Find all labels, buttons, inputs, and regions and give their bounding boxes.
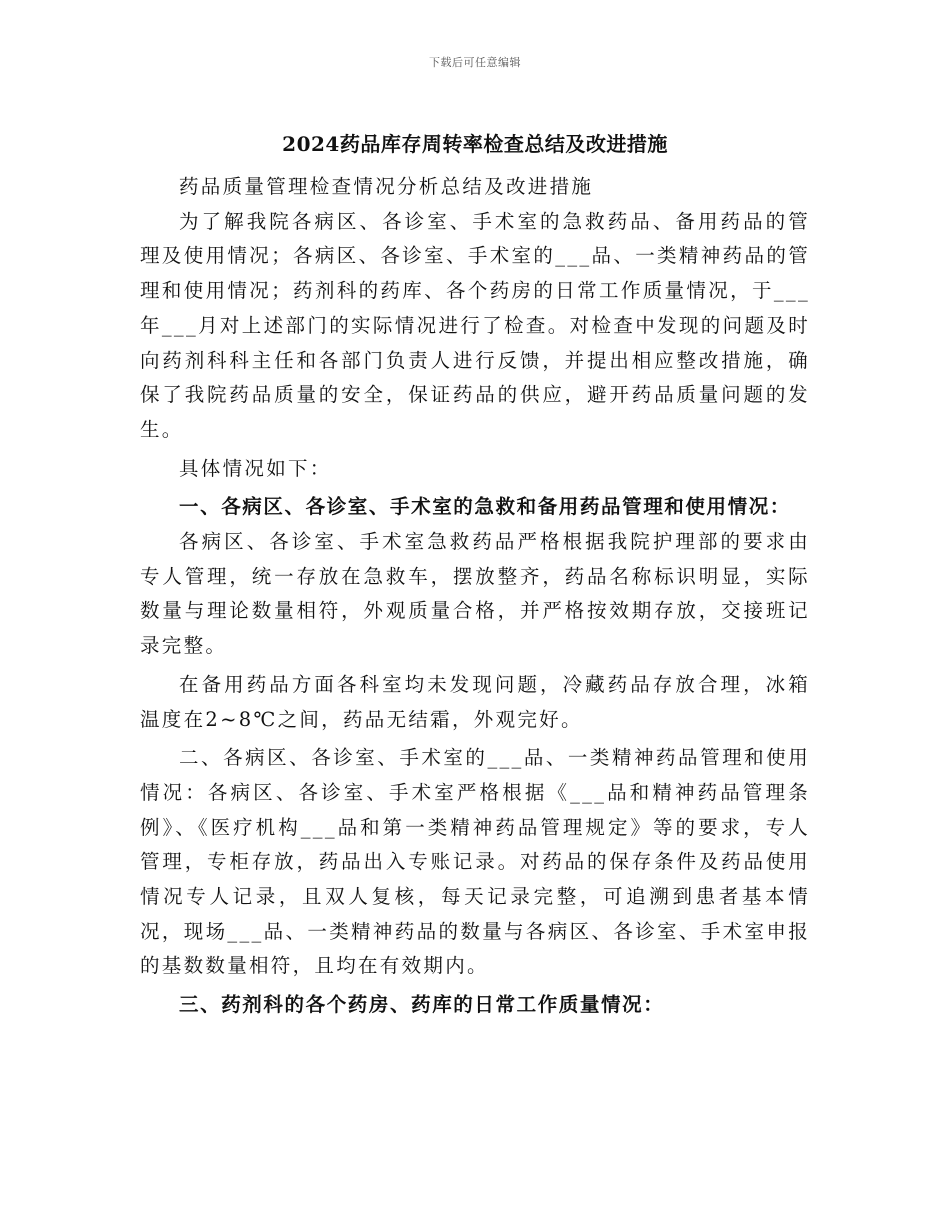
section-1-paragraph-1: 各病区、各诊室、手术室急救药品严格根据我院护理部的要求由专人管理，统一存放在急救车，摆放整齐，药品名称标识明显，实际数量与理论数量相符，外观质量合格，并严格按效期存放，交接班记录完整。 [140, 530, 810, 658]
document-title: 2024药品库存周转率检查总结及改进措施 [282, 132, 668, 156]
section-heading-1: 一、各病区、各诊室、手术室的急救和备用药品管理和使用情况： [179, 495, 791, 519]
intro-paragraph: 为了解我院各病区、各诊室、手术室的急救药品、备用药品的管理及使用情况；各病区、各诊室、手术室的___品、一类精神药品的管理和使用情况；药剂科的药库、各个药房的日常工作质量情况，于___年___月对上述部门的实际情况进行了检查。对检查中发现的问题及时向药剂科科主任和各部门负责人进行反馈，并提出相应整改措施，确保了我院药品质量的安全，保证药品的供应，避开药品质量问题的发生。 [140, 209, 810, 441]
details-lead-paragraph: 具体情况如下： [179, 456, 332, 480]
subtitle-paragraph: 药品质量管理检查情况分析总结及改进措施 [179, 175, 594, 198]
header-note: 下载后可任意编辑 [429, 56, 521, 69]
section-1-paragraph-2: 在备用药品方面各科室均未发现问题，冷藏药品存放合理，冰箱温度在2~8℃之间，药品无结霜，外观完好。 [140, 672, 810, 731]
document-body [140, 170, 810, 1023]
section-heading-3: 三、药剂科的各个药房、药库的日常工作质量情况： [179, 993, 665, 1017]
section-2-paragraph: 二、各病区、各诊室、手术室的___品、一类精神药品管理和使用情况：各病区、各诊室、手术室严格根据《___品和精神药品管理条例》、《医疗机构___品和第一类精神药品管理规定》等的要求，专人管理，专柜存放，药品出入专账记录。对药品的保存条件及药品使用情况专人记录，且双人复核，每天记录完整，可追溯到患者基本情况，现场___品、一类精神药品的数量与各病区、各诊室、手术室申报的基数数量相符，且均在有效期内。 [140, 746, 810, 978]
